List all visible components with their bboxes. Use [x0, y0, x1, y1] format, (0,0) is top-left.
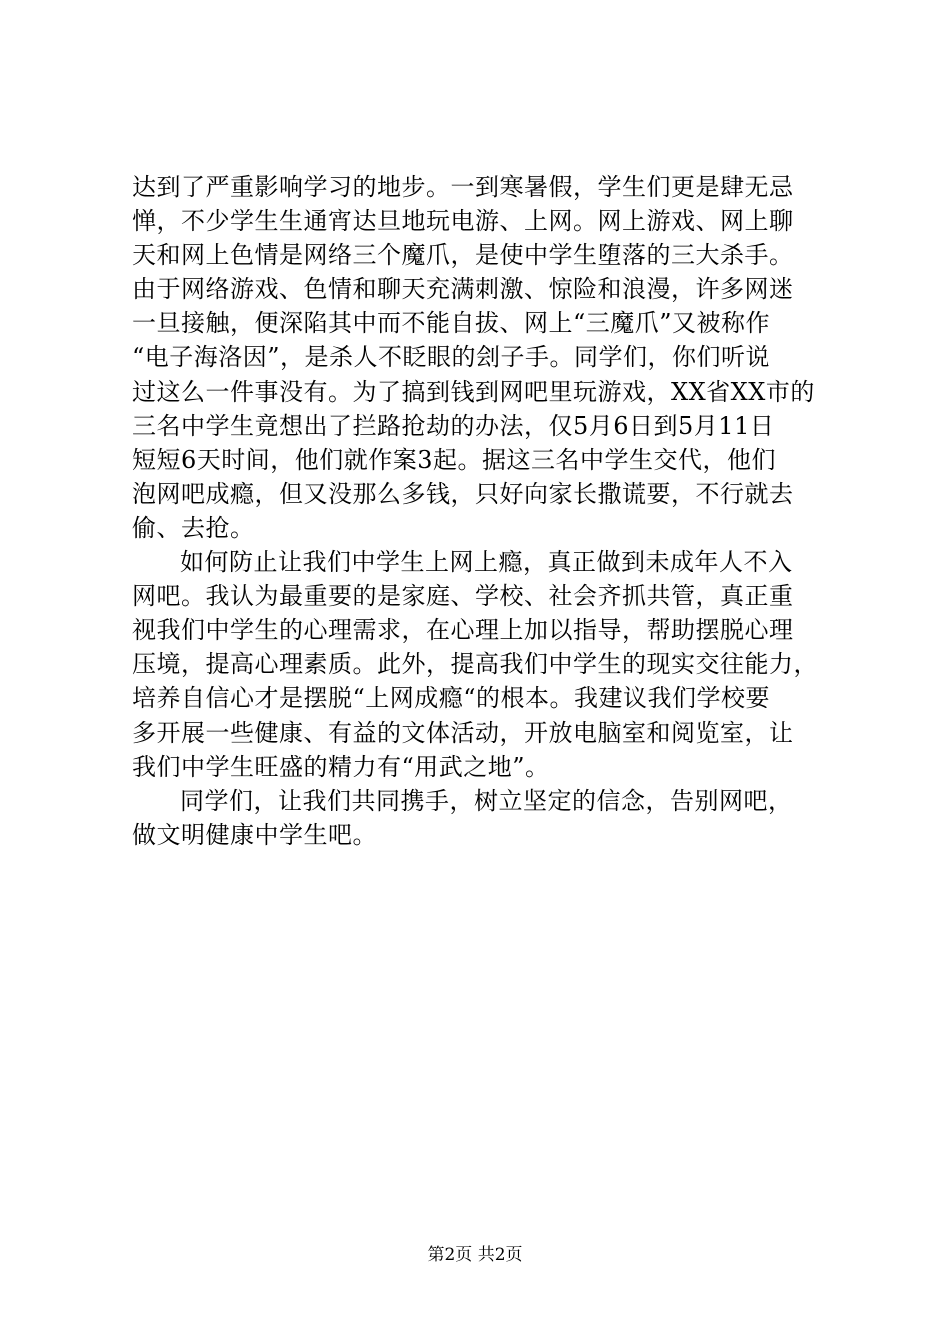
- text-line: 多开展一些健康、有益的文体活动，开放电脑室和阅览室，让: [132, 718, 794, 747]
- text-line: 培养自信心才是摆脱“上网成瘾“的根本。我建议我们学校要: [132, 684, 771, 713]
- text-line: 短短6天时间，他们就作案3起。据这三名中学生交代，他们: [132, 445, 777, 474]
- text-line: 网吧。我认为最重要的是家庭、学校、社会齐抓共管，真正重: [132, 582, 794, 611]
- text-line: 三名中学生竟想出了拦路抢劫的办法，仅5月6日到5月11日: [132, 411, 775, 440]
- text-line: 压境，提高心理素质。此外，提高我们中学生的现实交往能力，: [132, 650, 818, 679]
- text-line: 由于网络游戏、色情和聊天充满刺激、惊险和浪漫，许多网迷: [132, 275, 794, 304]
- text-line: “电子海洛因”，是杀人不眨眼的刽子手。同学们，你们听说: [132, 343, 771, 372]
- text-line: 达到了严重影响学习的地步。一到寒暑假，学生们更是肆无忌: [132, 173, 794, 201]
- text-line: 过这么一件事没有。为了搞到钱到网吧里玩游戏，XX省XX市的: [132, 377, 815, 406]
- paragraph-1: [132, 170, 832, 545]
- paragraph-3: [132, 784, 832, 852]
- document-body: [132, 170, 832, 852]
- text-line: 偷、去抢。: [132, 513, 255, 542]
- text-line: 惮，不少学生生通宵达旦地玩电游、上网。网上游戏、网上聊: [132, 207, 794, 236]
- text-line: 如何防止让我们中学生上网上瘾，真正做到未成年人不入: [180, 548, 793, 577]
- text-line: 视我们中学生的心理需求，在心理上加以指导，帮助摆脱心理: [132, 616, 794, 645]
- text-line: 同学们，让我们共同携手，树立坚定的信念，告别网吧，: [180, 786, 793, 815]
- text-line: 泡网吧成瘾，但又没那么多钱，只好向家长撒谎要，不行就去: [132, 479, 794, 508]
- paragraph-2: [132, 545, 832, 784]
- text-line: 我们中学生旺盛的精力有“用武之地”。: [132, 752, 550, 781]
- text-line: 天和网上色情是网络三个魔爪，是使中学生堕落的三大杀手。: [132, 241, 794, 270]
- text-line: 做文明健康中学生吧。: [132, 820, 377, 849]
- text-line: 一旦接触，便深陷其中而不能自拔、网上“三魔爪”又被称作: [132, 309, 771, 338]
- page-number-footer: 第2页 共2页: [427, 1245, 523, 1265]
